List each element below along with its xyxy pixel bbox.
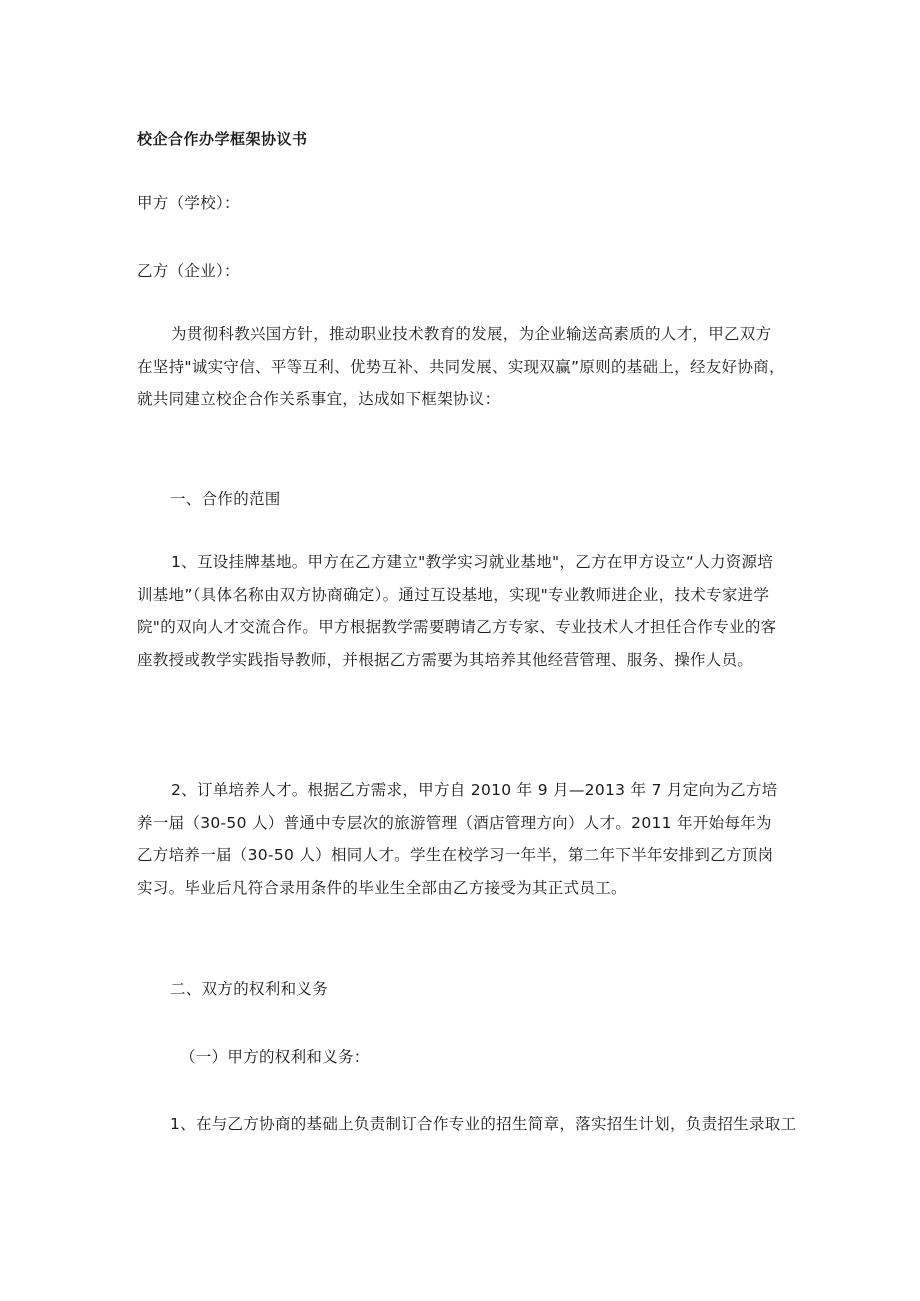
section-1-item-1: 1、互设挂牌基地。甲方在乙方建立"教学实习就业基地"，乙方在甲方设立“人力资源培训基地”（具体名称由双方协商确定）。通过互设基地，实现"专业教师进企业，技术专家进学院"的双向人才交流合作。甲方根据教学需要聘请乙方专家、专业技术人才担任合作专业的客座教授或教学实践指导教师，并根据乙方需要为其培养其他经营管理、服务、操作人员。 — [137, 553, 777, 669]
party-a-line: 甲方（学校）： — [137, 194, 240, 212]
section-1-heading: 一、合作的范围 — [170, 490, 281, 508]
section-1-item-2: 2、订单培养人才。根据乙方需求，甲方自 2010 年 9 月—2013 年 7 月定向为乙方培养一届（30-50 人）普通中专层次的旅游管理（酒店管理方向）人才。2011 年开始每年为乙方培养一届（30-50 人）相同人才。学生在校学习一年半，第二年下半年安排到乙方顶岗实习。毕业后凡符合录用条件的毕业生全部由乙方接受为其正式员工。 — [137, 781, 778, 897]
subsection-a-heading: （一）甲方的权利和义务： — [180, 1048, 370, 1066]
subsection-a-item-1: 1、在与乙方协商的基础上负责制订合作专业的招生简章，落实招生计划，负责招生录取工 — [170, 1115, 797, 1133]
document-title: 校企合作办学框架协议书 — [137, 130, 308, 148]
party-b-line: 乙方（企业）： — [137, 262, 240, 280]
intro-paragraph: 为贯彻科教兴国方针，推动职业技术教育的发展，为企业输送高素质的人才，甲乙双方在坚持"诚实守信、平等互利、优势互补、共同发展、实现双赢”原则的基础上，经友好协商，就共同建立校企合作关系事宜，达成如下框架协议： — [137, 325, 785, 408]
section-2-heading: 二、双方的权利和义务 — [170, 980, 329, 998]
